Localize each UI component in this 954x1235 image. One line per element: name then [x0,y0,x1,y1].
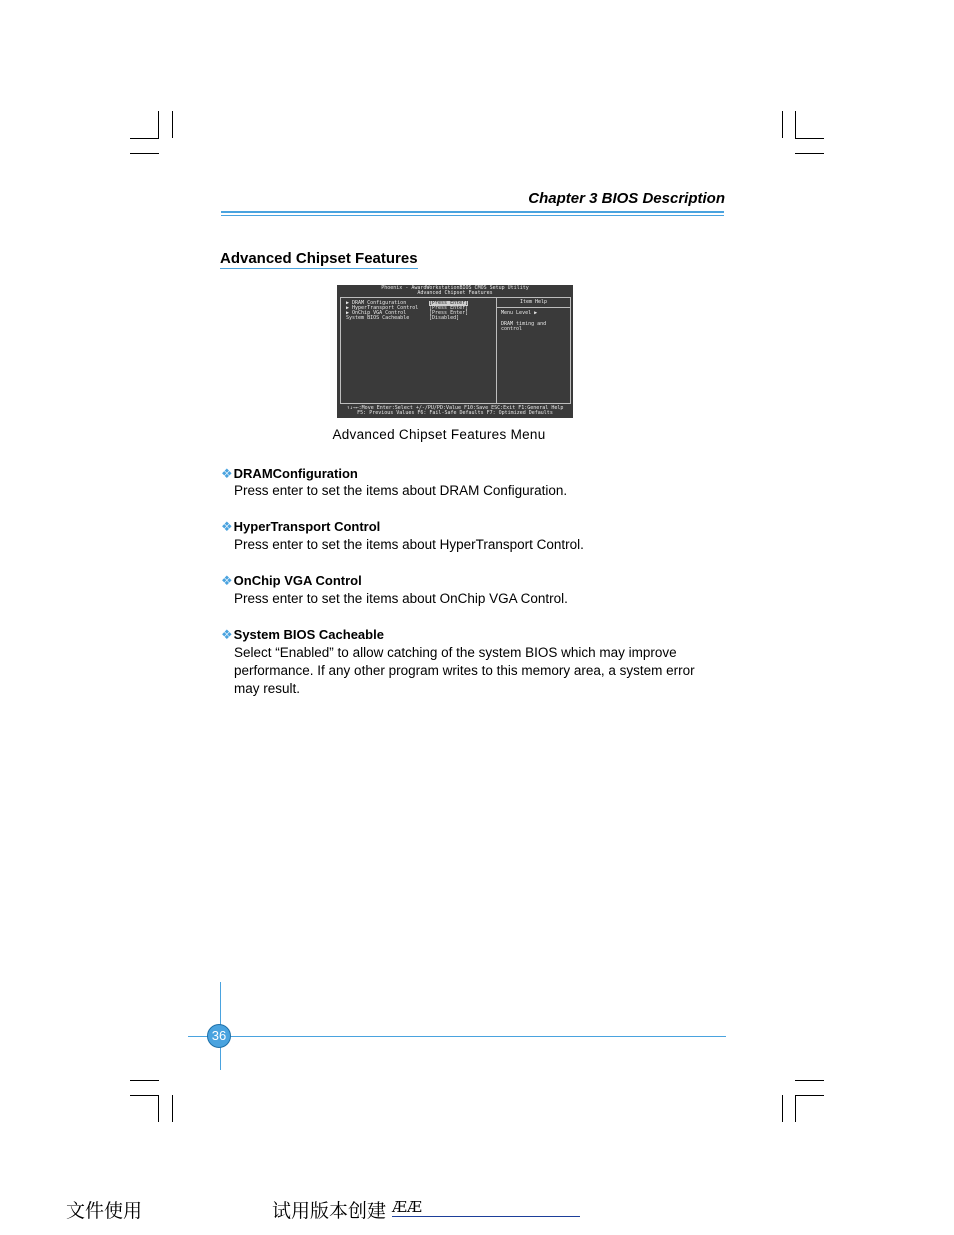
crop-mark [782,111,783,138]
bios-footer: F5: Previous Values F6: Fail-Safe Defaults F7: Optimized Defaults [357,410,553,416]
crop-mark [782,1095,783,1122]
figure-caption: Advanced Chipset Features Menu [332,427,546,442]
watermark-tag: ÆÆ [392,1198,423,1216]
crop-mark [172,111,173,138]
header-rule [221,215,724,216]
bios-value-cacheable: [Disabled] [429,315,460,321]
bios-item-vga[interactable]: ▶ OnChip VGA Control [346,310,407,316]
feature-desc-cacheable: Select “Enabled” to allow catching of the system BIOS which may improve [234,645,677,660]
crop-mark [158,1095,159,1122]
bios-help-line: control [501,326,523,332]
watermark-text: 试用版本创建 [272,1200,387,1222]
feature-desc-cacheable: performance. If any other program writes to this memory area, a system error [234,663,695,678]
feature-desc-hypertransport: Press enter to set the items about HyperTransport Control. [234,537,584,552]
diamond-bullet-icon: ❖ [221,466,233,481]
bios-screenshot [337,285,573,418]
watermark-underline [392,1216,580,1217]
diamond-bullet-icon: ❖ [221,627,233,642]
crop-mark [795,153,824,154]
chapter-heading: Chapter 3 BIOS Description [528,190,725,207]
feature-title-hypertransport: ❖HyperTransport Control [221,519,381,534]
bios-value-vga: [Press Enter] [429,310,469,316]
footer-rule [188,1036,726,1037]
diamond-bullet-icon: ❖ [221,573,233,588]
bios-help-title: Item Help [519,299,548,305]
feature-title-dram: ❖DRAMConfiguration [221,466,358,481]
crop-mark [795,111,796,138]
diamond-bullet-icon: ❖ [221,519,233,534]
crop-mark [158,111,159,138]
bios-item-dram[interactable]: ▶ DRAM Configuration [346,300,407,306]
bios-subtitle: Advanced Chipset Features [417,290,493,296]
bios-divider [496,297,497,403]
bios-value-hypertransport: [Press Enter] [429,305,469,311]
crop-mark [795,138,824,139]
feature-desc-vga: Press enter to set the items about OnChip VGA Control. [234,591,568,606]
crop-mark [130,1095,159,1096]
bios-item-cacheable[interactable]: System BIOS Cacheable [346,315,410,321]
feature-desc-dram: Press enter to set the items about DRAM Configuration. [234,483,568,498]
watermark-text: 文件使用 [66,1200,143,1222]
crop-mark [130,1080,159,1081]
crop-mark [795,1095,796,1122]
section-title: Advanced Chipset Features [220,250,418,267]
feature-title-vga: ❖OnChip VGA Control [221,573,362,588]
bios-help-line: Menu Level ▶ [501,310,538,316]
feature-title-cacheable: ❖System BIOS Cacheable [221,627,384,642]
bios-divider [497,307,570,308]
header-rule [221,211,724,213]
bios-footer: ↑↓→←:Move Enter:Select +/-/PU/PD:Value F10:Save ESC:Exit F1:General Help [346,405,564,411]
bios-item-hypertransport[interactable]: ▶ HyperTransport Control [346,305,419,311]
page-number: 36 [207,1024,231,1048]
bios-title: Phoenix - AwardWorkstationBIOS CMOS Setup Utility [381,285,529,291]
crop-mark [795,1080,824,1081]
crop-mark [130,138,159,139]
crop-mark [172,1095,173,1122]
feature-desc-cacheable: may result. [234,681,301,696]
crop-mark [795,1095,824,1096]
bios-help-line: DRAM timing and [501,321,547,327]
bios-value-dram: [Press Enter] [429,300,469,306]
crop-mark [130,153,159,154]
